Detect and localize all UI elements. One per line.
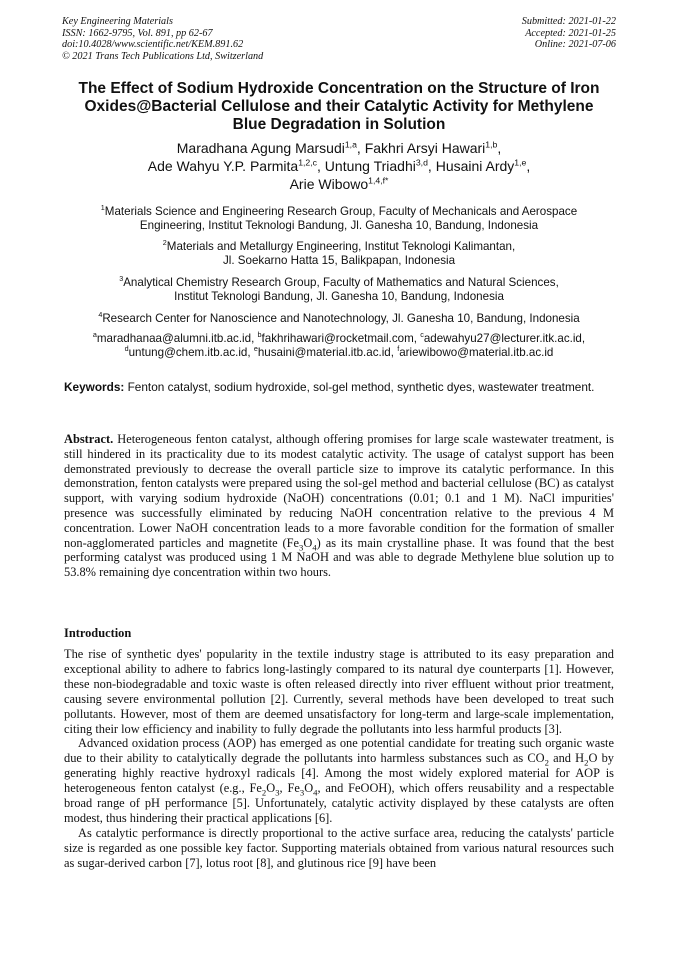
subscript: 3 [299, 787, 305, 798]
journal-copyright: © 2021 Trans Tech Publications Ltd, Switzerland [62, 50, 264, 62]
email-mark: b [257, 330, 262, 340]
affiliation-line: Jl. Soekarno Hatta 15, Balikpapan, Indonesia [222, 254, 456, 268]
abstract-text: ) as its main crystalline phase. It was found that the best performing catalyst was produced using 1 M NaOH and was able to degrade Methylene blue solution up to 53.8% remaining dye concentration within two hours. [64, 535, 615, 580]
email-mark: a [92, 330, 97, 340]
author-affiliation-mark: 1,b [485, 139, 498, 150]
abstract-label: Abstract. [64, 432, 114, 446]
online-date: Online: 2021-07-06 [534, 39, 616, 51]
subscript: 4 [313, 787, 318, 798]
email-link[interactable]: fakhrihawari@rocketmail.com [261, 332, 414, 345]
paragraph-text: Advanced oxidation process (AOP) has emerged as one potential candidate for treating such organic waste due to their ability to catalytically degrade the pollutants into harmless substances such as CO [64, 736, 614, 766]
paragraph-text: O [304, 781, 314, 796]
author-name: Arie Wibowo [289, 176, 369, 192]
paper-title [40, 80, 638, 134]
abstract-text: Heterogeneous fenton catalyst, although offering promises for large scale wastewater treatment, is still hindered in its practicality due to its modest catalytic activity. The usage of catalyst support has been demonstrated previously to decrease the overall particle size to improve its catalytic performance. In this demonstration, fenton catalysts were prepared using the sol-gel method and bacterial cellulose (BC) as catalyst support, with varying sodium hydroxide (NaOH) concentrations (0.01; 0.1 and 1 M). NaCl impurities' presence was successfully eliminated by reducing NaOH concentration relative to the previous 4 M concentration. Lower NaOH concentration leads to a more favorable condition for the formation of smaller non-agglomerated particles and magnetite (Fe [64, 432, 614, 550]
email-link[interactable]: husaini@material.itb.ac.id [257, 346, 391, 360]
subscript: 3 [299, 542, 304, 553]
affiliation-4 [40, 312, 638, 326]
affiliation-3 [40, 276, 638, 304]
journal-header [62, 16, 263, 62]
subscript: 2 [584, 757, 589, 768]
author-name: Husaini Ardy [435, 158, 515, 174]
subscript: 4 [312, 542, 317, 553]
introduction-body [64, 647, 614, 871]
journal-doi[interactable]: doi:10.4028/www.scientific.net/KEM.891.62 [62, 39, 244, 51]
paragraph: The rise of synthetic dyes' popularity in the textile industry stage is attributed to its easy preparation and exceptional ability to adhere to fabrics long-lastingly compared to its natural dye counterparts [1]. However, these non-biodegradable and toxic waste is often released directly into river effluent without prior treatment, causing severe environmental pollution [2]. Currently, several methods have been developed to treat such pollutants. However, most of them are deemed unsatisfactory for long-term and large-scale implementation, citing their low efficiency and inability to fully degrade the pollutants into less harmful products [3]. [64, 647, 614, 736]
paragraph-text: O by generating highly reactive hydroxyl radicals [4]. Among the most widely explored material for AOP is heterogeneous fenton catalyst (e.g., Fe [64, 751, 614, 796]
paragraph [64, 736, 614, 825]
paragraph-text: O [266, 781, 276, 796]
author-affiliation-mark: 1,2,c [298, 157, 318, 168]
submitted-date: Submitted: 2021-01-22 [521, 16, 616, 27]
author-emails: $^a$maradhanaa@alumni.itb.ac.id, $^b$fakhrihawari@rocketmail.com, $^c$adewahyu27@lecturer.itk.ac.id, $^d$untung@chem.itb.ac.id, $^e$husaini@material.itb.ac.id, $^f$ariewibowo@material.itb.ac.id [92, 330, 586, 360]
section-heading: Introduction [64, 626, 132, 640]
email-link[interactable]: untung@chem.itb.ac.id [128, 346, 248, 360]
title-line: The Effect of Sodium Hydroxide Concentration on the Structure of Iron [78, 80, 600, 97]
journal-issn: ISSN: 1662-9795, Vol. 891, pp 62-67 [62, 27, 213, 39]
author-list: Maradhana Agung Marsudi$^{1,a}$, Fakhri Arsyi Hawari$^{1,b}$, Ade Wahyu Y.P. Parmita$^{1,2,c}$, Untung Triadhi$^{3,d}$, Husaini Ardy$^{1,e}$, Arie Wibowo$^{1,4,f*}$ [147, 139, 531, 192]
email-mark: f [397, 344, 400, 354]
keywords-text: Fenton catalyst, sodium hydroxide, sol-gel method, synthetic dyes, wastewater treatment. [127, 380, 595, 394]
affiliation-number: 4 [98, 310, 103, 320]
author-name: Untung Triadhi [324, 158, 416, 174]
keywords-label: Keywords: [64, 380, 125, 394]
affiliation-number: 2 [162, 238, 167, 248]
author-affiliation-mark: 3,d [415, 157, 428, 168]
paragraph-text: and H [548, 751, 585, 766]
journal-name: Key Engineering Materials [62, 16, 173, 27]
email-link[interactable]: maradhanaa@alumni.itb.ac.id [96, 332, 252, 345]
author-affiliation-mark: 1,e [514, 157, 527, 168]
author-name: Maradhana Agung Marsudi [176, 140, 345, 156]
email-mark: e [253, 344, 258, 354]
affiliation-line: Research Center for Nanoscience and Nanotechnology, Jl. Ganesha 10, Bandung, Indonesia [102, 312, 580, 325]
affiliation-2 [40, 240, 638, 268]
affiliation-line: Engineering, Institut Teknologi Bandung, Jl. Ganesha 10, Bandung, Indonesia [139, 219, 539, 233]
affiliation-line: Analytical Chemistry Research Group, Faculty of Mathematics and Natural Sciences, [123, 276, 559, 289]
paragraph-text: , Fe [279, 781, 300, 796]
affiliation-1 [40, 205, 638, 233]
subscript: 2 [261, 787, 267, 798]
email-link[interactable]: ariewibowo@material.itb.ac.id [399, 346, 554, 360]
title-line: Oxides@Bacterial Cellulose and their Catalytic Activity for Methylene [84, 98, 594, 115]
affiliation-line: Materials and Metallurgy Engineering, Institut Teknologi Kalimantan, [166, 240, 516, 253]
author-affiliation-mark: 1,a [344, 139, 357, 150]
author-affiliation-mark: 1,4,f* [368, 175, 389, 186]
title-line: Blue Degradation in Solution [232, 116, 446, 133]
affiliation-line: Materials Science and Engineering Research Group, Faculty of Mechanicals and Aerospace [104, 205, 578, 218]
affiliation-number: 3 [119, 274, 124, 284]
subscript: 3 [275, 787, 280, 798]
dates-header [522, 16, 616, 51]
keywords-section [64, 380, 614, 395]
paragraph: As catalytic performance is directly proportional to the active surface area, reducing the catalysts' particle size is regarded as one possible key factor. Supporting materials obtained from various natural resources such as sugar-derived carbon [7], lotus root [8], and glutinous rice [9] have been [64, 825, 614, 870]
affiliation-number: 1 [100, 203, 105, 213]
accepted-date: Accepted: 2021-01-25 [525, 27, 616, 39]
email-mark: c [420, 330, 424, 340]
subscript: 2 [544, 757, 549, 768]
affiliation-line: Institut Teknologi Bandung, Jl. Ganesha 10, Bandung, Indonesia [174, 290, 504, 304]
author-name: Fakhri Arsyi Hawari [364, 140, 486, 156]
abstract-section [64, 432, 614, 580]
paragraph-text: , and FeOOH), which offers reusability and a respectable broad range of pH performance [5]. Unfortunately, catalytic activity displayed by these catalysts are often modest, thus hindering their practical applications [6]. [64, 781, 614, 825]
abstract-text: O [303, 535, 313, 550]
author-name: Ade Wahyu Y.P. Parmita [147, 158, 299, 174]
email-mark: d [124, 344, 129, 354]
email-link[interactable]: adewahyu27@lecturer.itk.ac.id [423, 332, 582, 345]
